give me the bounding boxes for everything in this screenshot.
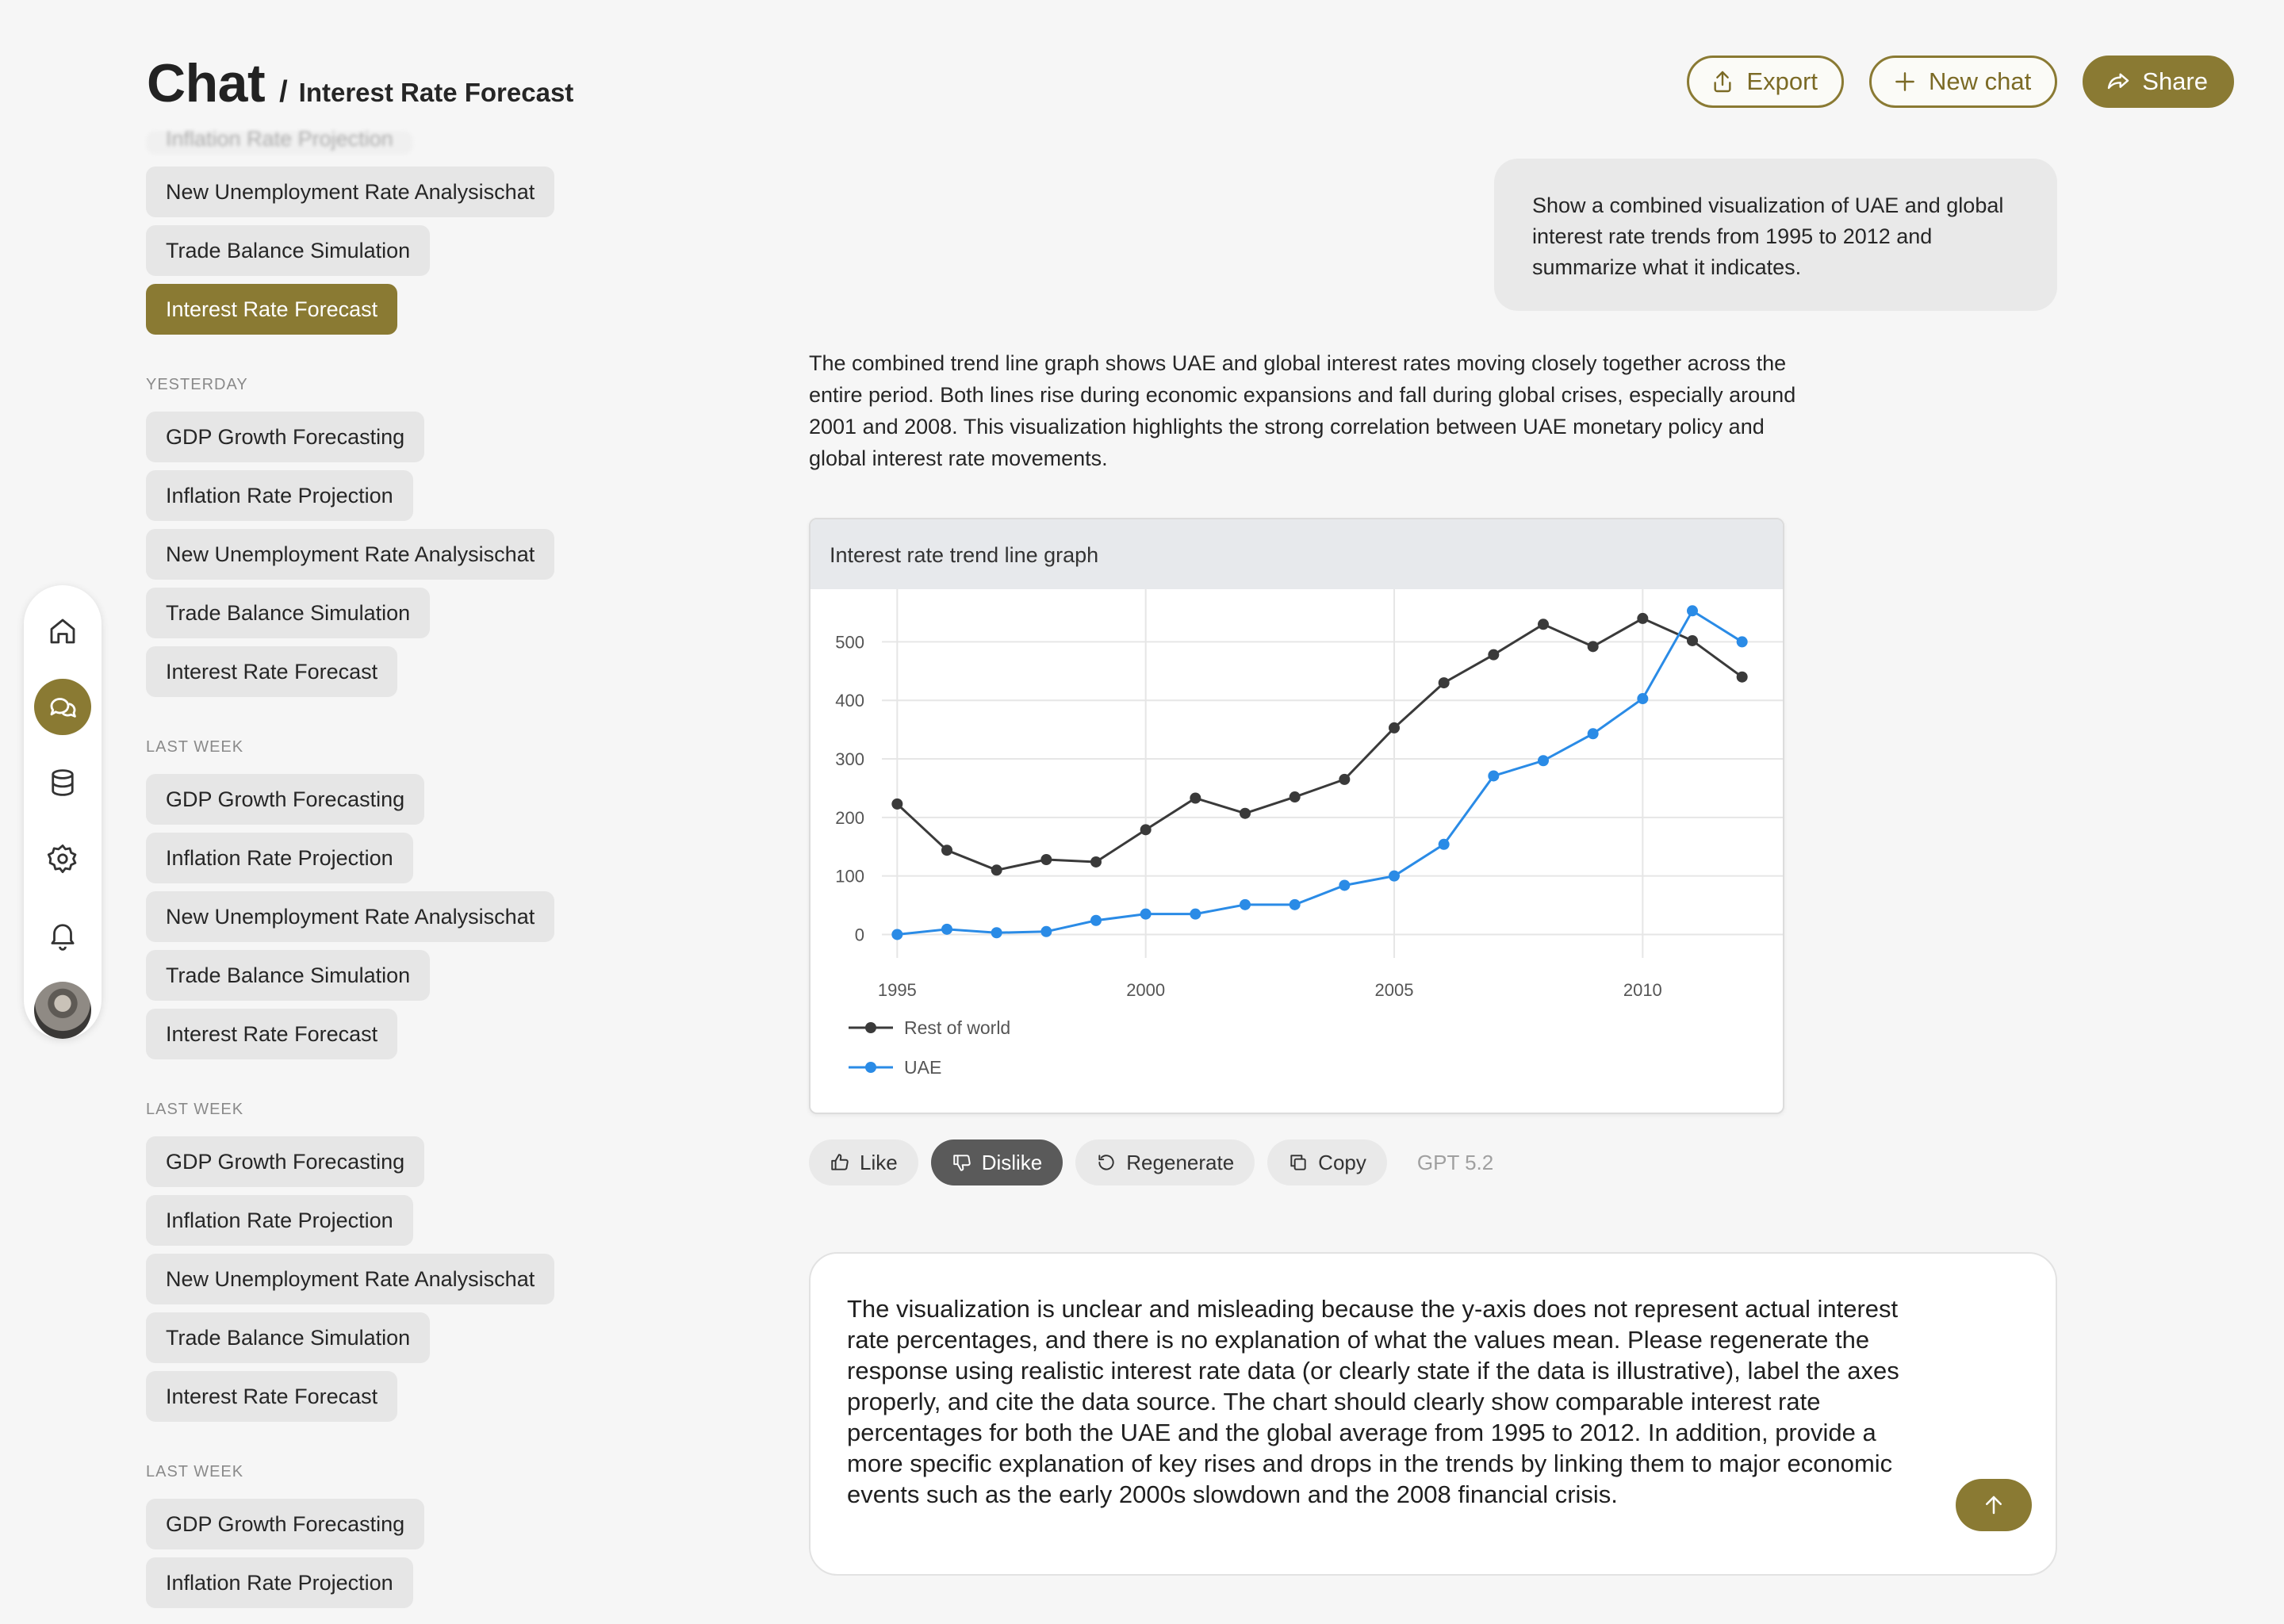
data-point	[891, 929, 902, 940]
data-point	[1290, 899, 1301, 910]
regenerate-label: Regenerate	[1126, 1150, 1235, 1174]
dislike-button[interactable]	[931, 1139, 1063, 1185]
share-label: Share	[2142, 67, 2208, 95]
share-icon	[2106, 69, 2131, 94]
avatar[interactable]	[34, 982, 91, 1039]
breadcrumb-separator: /	[279, 75, 288, 109]
chat-history-item-active[interactable]: Interest Rate Forecast	[146, 284, 397, 335]
thumbs-down-icon	[952, 1152, 972, 1173]
chat-history-item[interactable]: Inflation Rate Projection	[146, 1195, 413, 1246]
y-tick-label: 500	[835, 632, 864, 653]
chat-history-item[interactable]: Trade Balance Simulation	[146, 588, 430, 638]
chat-history-item[interactable]: GDP Growth Forecasting	[146, 412, 424, 462]
nav-chat[interactable]	[34, 679, 91, 736]
x-tick-label: 1995	[877, 980, 917, 1000]
data-point	[1389, 871, 1400, 882]
data-point	[1190, 909, 1201, 920]
data-point	[1040, 926, 1052, 937]
chat-history-item[interactable]: Interest Rate Forecast	[146, 1371, 397, 1422]
data-point	[1140, 824, 1152, 835]
data-point	[1339, 774, 1350, 785]
chat-history-item[interactable]: Trade Balance Simulation	[146, 225, 430, 276]
data-point	[1538, 619, 1549, 630]
chart-title: Interest rate trend line graph	[811, 519, 1783, 589]
y-tick-label: 300	[835, 749, 864, 770]
dislike-label: Dislike	[981, 1150, 1043, 1174]
icon-rail	[24, 585, 102, 1039]
new-chat-button[interactable]	[1869, 56, 2057, 108]
copy-button[interactable]	[1267, 1139, 1387, 1185]
copy-label: Copy	[1318, 1150, 1366, 1174]
regenerate-button[interactable]	[1075, 1139, 1255, 1185]
data-point	[1588, 641, 1599, 652]
breadcrumb-current: Interest Rate Forecast	[298, 78, 574, 107]
plus-icon	[1892, 69, 1918, 94]
chat-history-item[interactable]: New Unemployment Rate Analysischat	[146, 529, 554, 580]
nav-home[interactable]	[34, 603, 91, 660]
data-point	[1637, 613, 1648, 624]
data-point	[1339, 879, 1350, 891]
chat-history-sidebar	[146, 131, 590, 1616]
x-tick-label: 2010	[1623, 980, 1662, 1000]
settings-icon	[46, 842, 79, 875]
data-point	[1140, 909, 1152, 920]
share-button[interactable]	[2083, 56, 2234, 108]
new-chat-label: New chat	[1929, 67, 2032, 95]
data-point	[1090, 856, 1102, 868]
data-point	[941, 845, 952, 856]
data-point	[1240, 899, 1251, 910]
legend-swatch-dot	[865, 1062, 876, 1073]
home-icon	[46, 615, 79, 648]
database-icon	[46, 766, 79, 799]
nav-database[interactable]	[34, 754, 91, 811]
regenerate-icon	[1096, 1152, 1117, 1173]
nav-settings[interactable]	[34, 830, 91, 887]
y-tick-label: 100	[835, 866, 864, 887]
x-tick-label: 2000	[1126, 980, 1166, 1000]
data-point	[1040, 854, 1052, 865]
send-button[interactable]	[1956, 1479, 2032, 1531]
chat-history-item[interactable]: Inflation Rate Projection	[146, 131, 413, 155]
data-point	[991, 927, 1002, 938]
data-point	[891, 799, 902, 810]
chart-card	[809, 518, 1784, 1114]
history-group-label: LAST WEEK	[146, 738, 244, 756]
assistant-message: The combined trend line graph shows UAE and global interest rates moving closely together across the entire period. Both lines rise during economic expansions and fall during global crises, especially around 2001 and 2008. This visualization highlights the strong correlation between UAE monetary policy and global interest rate movements.	[809, 351, 1796, 470]
chat-history-item[interactable]: New Unemployment Rate Analysischat	[146, 891, 554, 942]
message-feedback-bar	[809, 1139, 1493, 1185]
message-composer[interactable]	[809, 1252, 2057, 1576]
data-point	[1240, 808, 1251, 819]
chat-history-item[interactable]: GDP Growth Forecasting	[146, 1136, 424, 1187]
data-point	[1389, 722, 1400, 733]
series-line	[897, 611, 1742, 934]
x-tick-label: 2005	[1374, 980, 1414, 1000]
data-point	[1488, 649, 1499, 661]
chat-history-item[interactable]: Inflation Rate Projection	[146, 1557, 413, 1608]
y-tick-label: 400	[835, 691, 864, 711]
data-point	[1637, 693, 1648, 704]
arrow-up-icon	[1982, 1493, 2006, 1517]
model-label: GPT 5.2	[1416, 1150, 1494, 1174]
interest-rate-line-chart	[811, 589, 1783, 1113]
chat-history-item[interactable]: Inflation Rate Projection	[146, 833, 413, 883]
data-point	[1290, 791, 1301, 802]
history-group-label: LAST WEEK	[146, 1101, 244, 1118]
history-group-label: YESTERDAY	[146, 376, 248, 393]
chat-history-item[interactable]: Inflation Rate Projection	[146, 470, 413, 521]
chat-history-item[interactable]: Interest Rate Forecast	[146, 646, 397, 697]
header-actions	[1687, 56, 2234, 108]
data-point	[1588, 728, 1599, 739]
data-point	[1737, 672, 1748, 683]
legend-swatch-dot	[865, 1022, 876, 1033]
data-point	[1190, 793, 1201, 804]
copy-icon	[1288, 1152, 1309, 1173]
like-label: Like	[860, 1150, 898, 1174]
page-title-row	[147, 52, 573, 114]
data-point	[941, 924, 952, 935]
y-tick-label: 200	[835, 807, 864, 828]
data-point	[1439, 677, 1450, 688]
chat-history-item[interactable]: GDP Growth Forecasting	[146, 774, 424, 825]
chat-history-item[interactable]: Trade Balance Simulation	[146, 950, 430, 1001]
data-point	[991, 864, 1002, 875]
chat-history-item[interactable]: GDP Growth Forecasting	[146, 1499, 424, 1549]
data-point	[1538, 755, 1549, 766]
legend-label: UAE	[904, 1057, 942, 1078]
y-tick-label: 0	[854, 925, 864, 945]
like-button[interactable]	[809, 1139, 918, 1185]
data-point	[1687, 605, 1698, 616]
data-point	[1737, 636, 1748, 647]
legend-label: Rest of world	[904, 1017, 1011, 1038]
export-label: Export	[1746, 67, 1818, 95]
composer-input[interactable]: The visualization is unclear and misleading because the y-axis does not represent actual interest rate percentages, and there is no explanation of what the values mean. Please regenerate the response using realistic interest rate data (or clearly state if the data is illustrative), label the axes properly, and cite the data source. The chart should clearly show comparable interest rate percentages for both the UAE and the global average from 1995 to 2012. In addition, provide a more specific explanation of key rises and drops in the trends by linking them to major economic events such as the early 2000s slowdown and the 2008 financial crisis.	[847, 1295, 1899, 1508]
export-icon	[1710, 69, 1735, 94]
data-point	[1488, 770, 1499, 781]
thumbs-up-icon	[830, 1152, 850, 1173]
chat-history-item[interactable]: Trade Balance Simulation	[146, 1312, 430, 1363]
data-point	[1090, 915, 1102, 926]
bell-icon	[46, 918, 79, 952]
chat-icon	[46, 691, 79, 724]
chat-history-item[interactable]: New Unemployment Rate Analysischat	[146, 167, 554, 217]
user-message: Show a combined visualization of UAE and global interest rate trends from 1995 to 2012 and summarize what it indicates.	[1494, 159, 2057, 311]
nav-notifications[interactable]	[34, 906, 91, 963]
chat-history-item[interactable]: Interest Rate Forecast	[146, 1009, 397, 1059]
export-button[interactable]	[1687, 56, 1844, 108]
chat-history-item[interactable]: New Unemployment Rate Analysischat	[146, 1254, 554, 1304]
data-point	[1687, 635, 1698, 646]
page-title: Chat	[147, 53, 266, 113]
history-group-label: LAST WEEK	[146, 1463, 244, 1480]
data-point	[1439, 839, 1450, 850]
series-line	[897, 619, 1742, 870]
